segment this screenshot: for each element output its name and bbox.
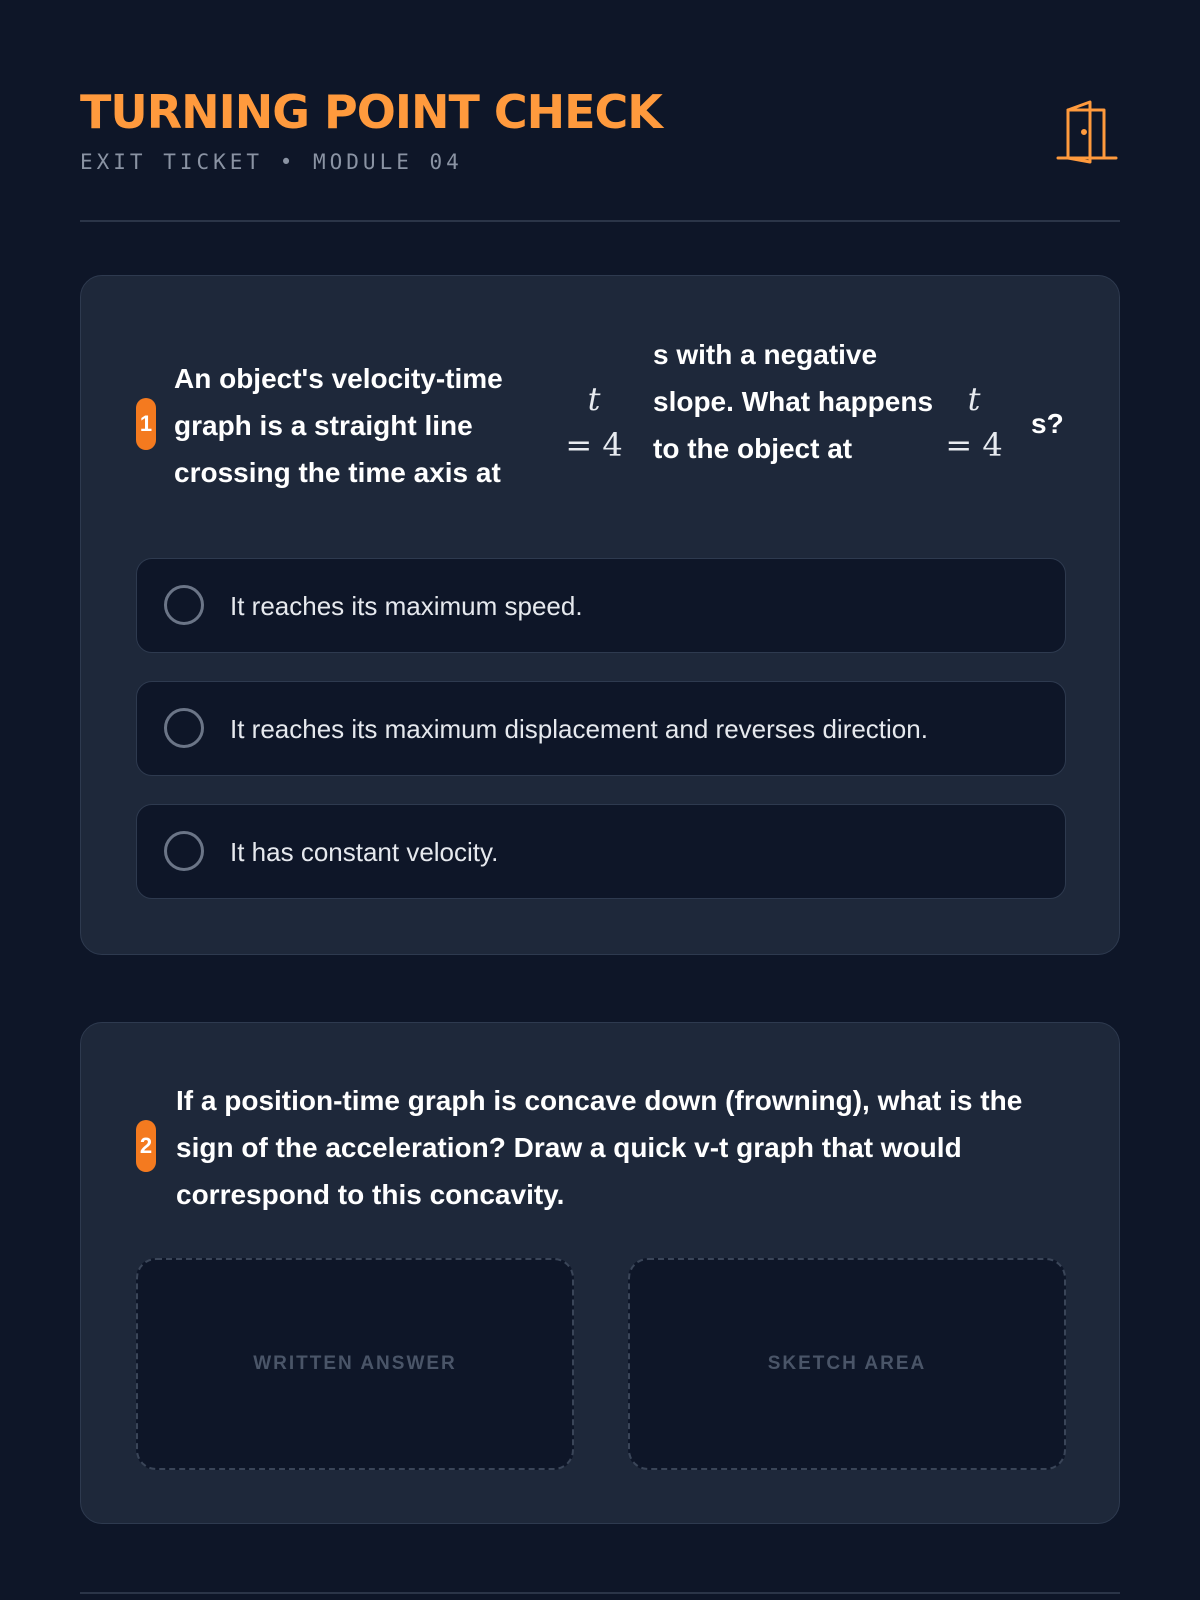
question-card-1 bbox=[80, 275, 1120, 955]
sketch-area-label: SKETCH AREA bbox=[767, 1353, 927, 1374]
answer-option-1[interactable] bbox=[136, 558, 1066, 653]
math-value: = 4 bbox=[945, 426, 1003, 464]
question-card-2 bbox=[80, 1022, 1120, 1524]
answer-option-2[interactable] bbox=[136, 681, 1066, 776]
radio-button[interactable] bbox=[164, 585, 204, 625]
written-answer-label: WRITTEN ANSWER bbox=[253, 1353, 457, 1374]
page-subtitle: EXIT TICKET • MODULE 04 bbox=[80, 150, 463, 174]
answer-option-3[interactable] bbox=[136, 804, 1066, 899]
written-answer-area[interactable] bbox=[136, 1258, 574, 1470]
radio-button[interactable] bbox=[164, 708, 204, 748]
math-variable: t bbox=[587, 380, 601, 418]
radio-button[interactable] bbox=[164, 831, 204, 871]
page-title: TURNING POINT CHECK bbox=[80, 85, 662, 139]
option-label: It reaches its maximum displacement and reverses direction. bbox=[230, 714, 928, 744]
question-text: If a position-time graph is concave down (frowning), what is the sign of the acceleration? Draw a quick v-t graph that would correspond to this concavity. bbox=[176, 1085, 1023, 1210]
math-expression-t-equals-4 bbox=[559, 376, 629, 468]
footer-divider bbox=[80, 1592, 1120, 1594]
header bbox=[80, 0, 1120, 222]
option-label: It reaches its maximum speed. bbox=[230, 591, 583, 621]
math-variable: t bbox=[967, 380, 981, 418]
option-label: It has constant velocity. bbox=[230, 837, 499, 867]
math-expression-t-equals-4-second bbox=[939, 376, 1009, 468]
sketch-area[interactable] bbox=[628, 1258, 1066, 1470]
question-text-part3: s? bbox=[1031, 408, 1064, 439]
question-text-part1: An object's velocity-time graph is a straight line crossing the time axis at bbox=[174, 363, 503, 488]
math-value: = 4 bbox=[565, 426, 623, 464]
door-icon[interactable] bbox=[1054, 98, 1120, 164]
question-number-badge: 1 bbox=[136, 398, 156, 450]
question-text-part2: s with a negative slope. What happens to the object at bbox=[653, 339, 934, 464]
question-number-badge: 2 bbox=[136, 1120, 156, 1172]
